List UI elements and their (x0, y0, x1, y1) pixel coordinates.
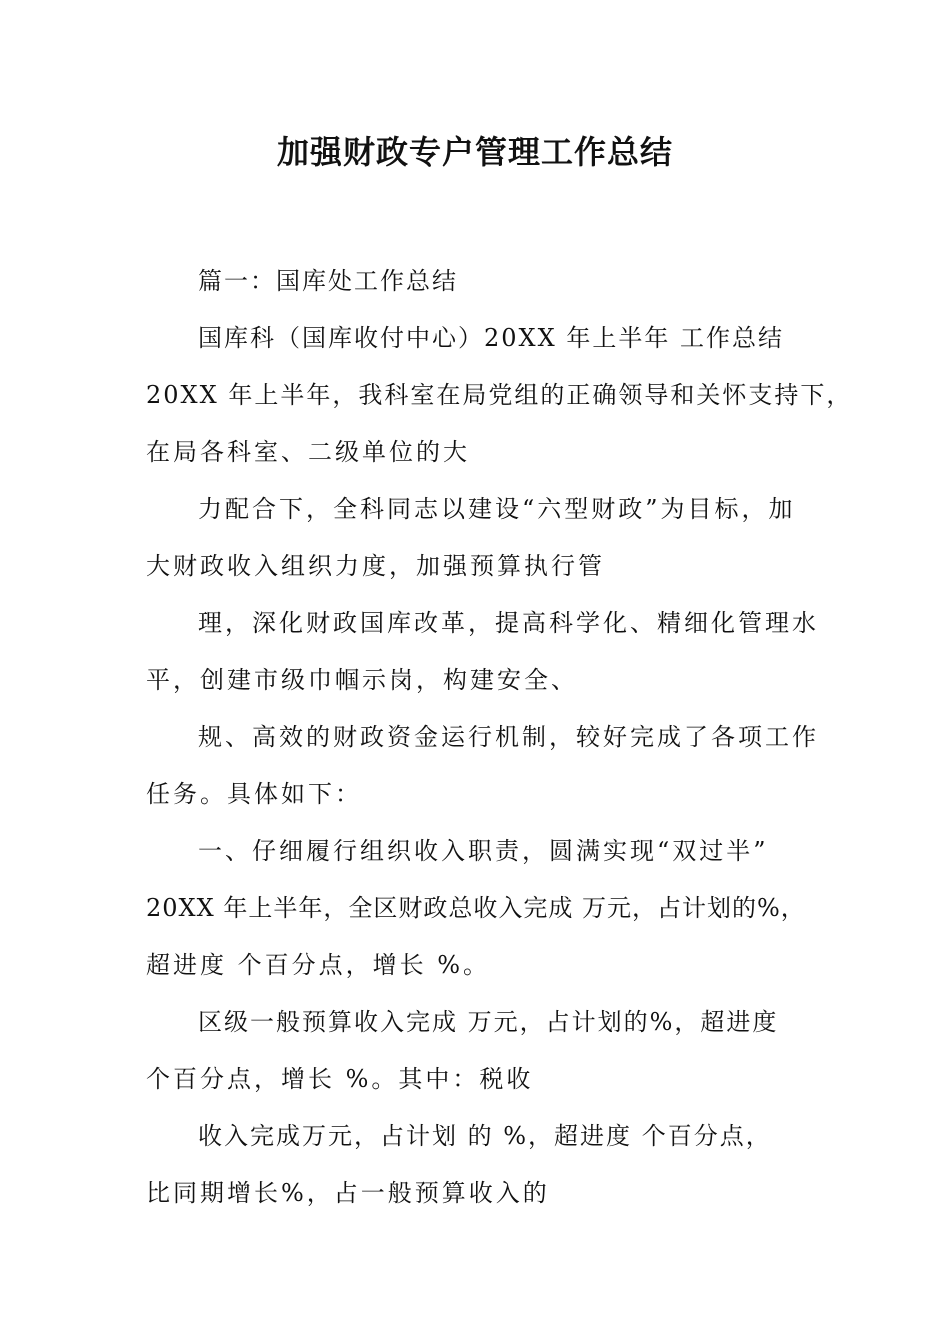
paragraph-line: 比同期增长%，占一般预算收入的 (146, 1179, 550, 1207)
paragraph-line: 20XX 年上半年，我科室在局党组的正确领导和关怀支持下， (146, 381, 853, 409)
paragraph-line: 理，深化财政国库改革，提高科学化、精细化管理水 (198, 609, 819, 637)
paragraph-line: 大财政收入组织力度，加强预算执行管 (146, 552, 605, 580)
paragraph-line: 超进度 个百分点，增长 %。 (146, 951, 491, 979)
paragraph-line: 力配合下，全科同志以建设“六型财政”为目标，加 (198, 495, 796, 523)
paragraph-line: 任务。具体如下： (146, 780, 362, 808)
paragraph-line: 平，创建市级巾帼示岗，构建安全、 (146, 666, 578, 694)
paragraph-line: 在局各科室、二级单位的大 (146, 438, 470, 466)
paragraph-line: 规、高效的财政资金运行机制，较好完成了各项工作 (198, 723, 819, 751)
section-heading: 篇一：国库处工作总结 (198, 267, 458, 295)
paragraph-line: 20XX 年上半年，全区财政总收入完成 万元，占计划的%， (146, 894, 806, 922)
paragraph-line: 一、仔细履行组织收入职责，圆满实现“双过半” (198, 837, 769, 865)
document-title: 加强财政专户管理工作总结 (276, 133, 673, 171)
paragraph-line: 区级一般预算收入完成 万元，占计划的%，超进度 (198, 1008, 779, 1036)
paragraph-line: 收入完成万元，占计划 的 %，超进度 个百分点， (198, 1122, 772, 1150)
paragraph-line: 个百分点，增长 %。其中：税收 (146, 1065, 534, 1093)
paragraph-line: 国库科（国库收付中心）20XX 年上半年 工作总结 (198, 324, 784, 352)
